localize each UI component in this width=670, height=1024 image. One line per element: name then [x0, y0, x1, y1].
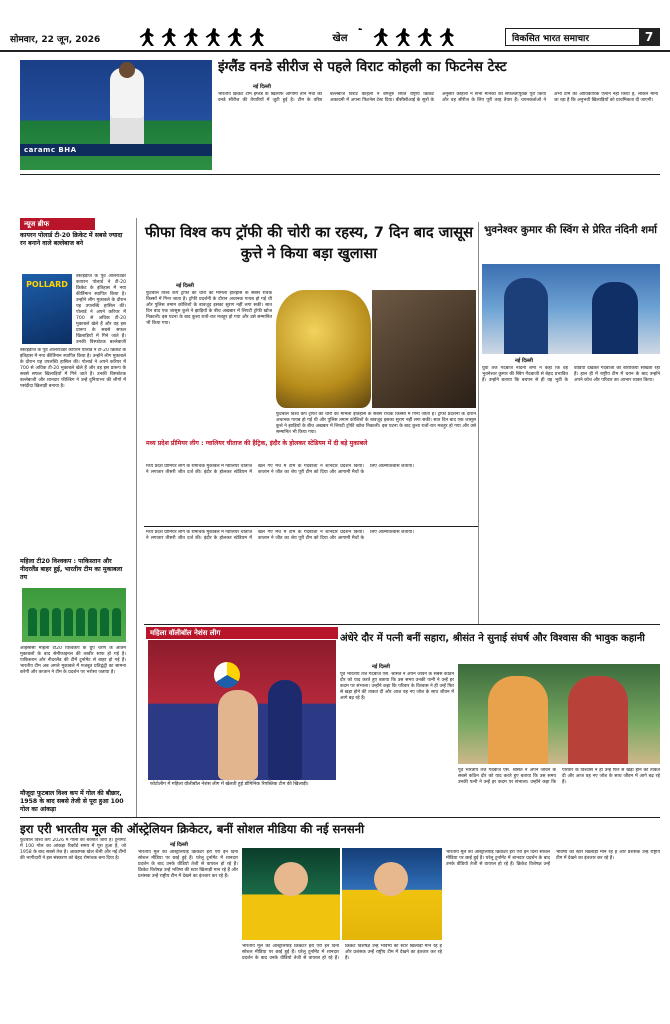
lead-photo [20, 60, 212, 170]
fifa-body: फुटबाल विश्व कप ट्रॉफी की चोरी का मामला इतिहास के सबसे रोचक किस्सों में गिना जाता है। ट्रॉफी प्रदर्शनी के दौरान अचानक गायब हो गई थी और पुलिस तमाम कोशिशों के बावजूद इसका सुराग नहीं लगा सकी। सात दिन बाद एक जासूस कुत्ते ने झाड़ियों के बीच अखबार में लिपटी ट्रॉफी खोज निकाली। इस घटना के बाद कुत्ता रातों-रात मशहूर हो गया और उसे सम्मानित भी किया गया। [146, 291, 272, 326]
cricketer-photo-1 [242, 848, 340, 940]
bhuvi-photo [482, 264, 660, 354]
sreesanth-body-cont: पूर्व भारतीय तेज गेंदबाज एस. श्रीसंत ने अपने जीवन के सबसे कठिन दौर को याद करते हुए बताया कि उस समय उनकी पत्नी ने उन्हें हर कदम पर संभाला। उन्होंने कहा कि परिवार के विश्वास ने ही उन्हें फिर से खड़ा होने की ताकत दी और आज वह नए जोश के साथ जीवन में आगे बढ़ रहे हैं। [458, 768, 660, 785]
section-name: खेल [310, 30, 370, 46]
lead-photo-band: caramc BHA [20, 144, 212, 156]
divider [144, 624, 660, 625]
athlete-silhouette-icon [394, 28, 414, 46]
player-figure [592, 282, 638, 354]
pollard-photo [22, 274, 72, 344]
bhuvi-byline: नई दिल्ली [515, 358, 533, 364]
athlete-silhouette-icon [372, 28, 392, 46]
trophy-photo [276, 290, 371, 408]
person-figure [568, 676, 628, 764]
bottom-body-cont: भारतीय मूल की ऑस्ट्रेलियाई क्रिकेटर इरा एरी इन दिनों सोशल मीडिया पर छाई हुई हैं। घरेलू टूर्नामेंट में शानदार प्रदर्शन के बाद उनके वीडियो तेजी से वायरल हो रहे हैं। क्रिकेट विशेषज्ञ उन्हें भविष्य की स्टार खिलाड़ी मान रहे हैं और प्रशंसक उन्हें राष्ट्रीय टीम में देखने का इंतजार कर रहे हैं। [242, 944, 442, 961]
athlete-silhouette-icon [160, 28, 180, 46]
volleyball-label: महिला वॉलीबॉल नेशंस लीग [146, 627, 338, 639]
bhuvi-headline: भुवनेश्वर कुमार की स्विंग से प्रेरित नंदिनी शर्मा [484, 224, 657, 236]
mppl-body-cont: मध्य प्रदेश प्रीमियर लीग के रोमांचक मुकाबले में ग्वालियर चीताज ने लगातार तीसरी जीत दर्ज की। इंदौर के होलकर स्टेडियम में खेले गए मैच में टीम के गेंदबाजों ने शानदार प्रदर्शन किया। कप्तान ने जीत का श्रेय पूरी टीम को दिया और आगामी मैचों के लिए आत्मविश्वास जताया। [146, 530, 414, 541]
mppl-subheadline: मध्य प्रदेश प्रीमियर लीग : ग्वालियर चीताज की हैट्रिक, इंदौर के होलकर स्टेडियम में दी बड़े मुकाबले [146, 440, 368, 447]
face [374, 862, 408, 896]
cricketer-photo-2 [342, 848, 442, 940]
brief1-headline: कायरन पोलार्ड टी-20 क्रिकेट में सबसे ज्यादा रन बनाने वाले बल्लेबाज बने [20, 232, 123, 247]
divider [20, 174, 660, 175]
lead-body: भारतीय क्रिकेट टीम इंग्लैंड के खिलाफ आगामी तीन मैचों की वनडे सीरीज की तैयारियों में जुटी हुई है। टीम के वरिष्ठ बल्लेबाज विराट कोहली ने बेंगलुरु स्थित राष्ट्रीय क्रिकेट अकादमी में अपना फिटनेस टेस्ट दिया। बीसीसीआई के सूत्रों के अनुसार कोहली ने सभी मानकों को सफलतापूर्वक पूरा किया और वह सीरीज के लिए पूरी तरह तैयार हैं। चयनकर्ताओं ने अभी टीम का आधिकारिक ऐलान नहीं किया है, लेकिन माना जा रहा है कि अनुभवी खिलाड़ियों को प्राथमिकता दी जाएगी। [218, 92, 658, 103]
sports-silhouette-band [138, 26, 468, 48]
brief2-headline: महिला टी20 विश्वकप : पाकिस्तान और नीदरलैंड बाहर हुई, भारतीय टीम का मुकाबला तय [20, 558, 123, 581]
athlete-silhouette-icon [438, 28, 458, 46]
sreesanth-byline: नई दिल्ली [372, 664, 390, 670]
athlete-silhouette-icon [416, 28, 436, 46]
column-divider [478, 222, 479, 624]
bottom-headline: इरा एरी भारतीय मूल की ऑस्ट्रेलियन क्रिकेटर, बनीं सोशल मीडिया की नई सनसनी [20, 822, 365, 836]
athlete-silhouette-icon [226, 28, 246, 46]
team-photo [22, 588, 126, 642]
brief1-body: वेस्टइंडीज के पूर्व ऑलराउंडर कायरन पोलार्ड ने टी-20 क्रिकेट के इतिहास में नया कीर्तिमान स्थापित किया है। उन्होंने लीग मुकाबले के दौरान यह उपलब्धि हासिल की। पोलार्ड ने अपने करियर में 700 से अधिक टी-20 मुकाबले खेले हैं और वह इस प्रारूप के सबसे सफल खिलाड़ियों में गिने जाते हैं। उनकी विस्फोटक बल्लेबाजी और शानदार फील्डिंग ने उन्हें दुनियाभर की लीगों में पसंदीदा खिलाड़ी बनाया है। [20, 348, 126, 389]
divider [144, 526, 478, 527]
bottom-byline: नई दिल्ली [170, 842, 188, 848]
brief1-body-top: वेस्टइंडीज के पूर्व ऑलराउंडर कायरन पोलार्ड ने टी-20 क्रिकेट के इतिहास में नया कीर्तिमान स्थापित किया है। उन्होंने लीग मुकाबले के दौरान यह उपलब्धि हासिल की। पोलार्ड ने अपने करियर में 700 से अधिक टी-20 मुकाबले खेले हैं और वह इस प्रारूप के सबसे सफल खिलाड़ियों में गिने जाते हैं। उनकी विस्फोटक बल्लेबाजी [76, 274, 126, 344]
pollard-photo-text: POLLARD [26, 280, 68, 289]
issue-date: सोमवार, 22 जून, 2026 [10, 35, 101, 45]
brief3-body: फुटबाल विश्व कप 2026 में गोलों की बरसात जारी है। टूर्नामेंट में 100 गोल का आंकड़ा रिकॉर्ड समय में पूरा हुआ है, जो 1958 के बाद सबसे तेज है। आक्रामक खेल शैली और नई टीमों की भागीदारी ने इस संस्करण को बेहद रोमांचक बना दिया है। [20, 838, 126, 861]
dog-photo [372, 290, 476, 408]
lead-headline: इंग्लैंड वनडे सीरीज से पहले विराट कोहली का फिटनेस टेस्ट [218, 59, 507, 75]
volleyball-photo [148, 640, 336, 780]
bhuvi-body: युवा तेज गेंदबाज नंदिनी शर्मा ने कहा कि वह भुवनेश्वर कुमार की स्विंग गेंदबाजी से बेहद प्रभावित हैं। उन्होंने बताया कि बचपन से ही वह भुवी के वीडियो देखकर गेंदबाजी की बारीकियां सीखती रही हैं। हाल ही में राष्ट्रीय टीम में चयन के बाद उन्होंने अपने कोच और परिवार का आभार व्यक्त किया। [482, 366, 660, 383]
athlete-silhouette-icon [204, 28, 224, 46]
player-figure [218, 690, 258, 780]
divider [20, 817, 660, 818]
paper-name: विकसित भारत समाचार [512, 33, 590, 44]
brief2-body: आईसीसी महिला टी20 विश्वकप के ग्रुप चरण के अंतिम मुकाबलों के बाद सेमीफाइनल की तस्वीर साफ हो गई है। पाकिस्तान और नीदरलैंड की टीमें टूर्नामेंट से बाहर हो गई हैं। भारतीय टीम अब अगले मुकाबले में मजबूत प्रतिद्वंद्वी का सामना करेगी और कप्तान ने टीम के प्रदर्शन पर भरोसा जताया है। [20, 646, 126, 675]
sreesanth-photo [458, 664, 660, 764]
face [274, 862, 308, 896]
sreesanth-headline: अंधेरे दौर में पत्नी बनीं सहारा, श्रीसंत ने सुनाई संघर्ष और विश्वास की भावुक कहानी [340, 633, 645, 644]
lead-byline: नई दिल्ली [253, 84, 271, 90]
bottom-body: भारतीय मूल की ऑस्ट्रेलियाई क्रिकेटर इरा एरी इन दिनों सोशल मीडिया पर छाई हुई हैं। घरेलू टूर्नामेंट में शानदार प्रदर्शन के बाद उनके वीडियो तेजी से वायरल हो रहे हैं। क्रिकेट विशेषज्ञ उन्हें भविष्य की स्टार खिलाड़ी मान रहे हैं और प्रशंसक उन्हें राष्ट्रीय टीम में देखने का इंतजार कर रहे हैं। [138, 850, 238, 879]
volleyball-caption: फोटोलीग में महिला वॉलीबॉल नेशंस लीग में खेलती हुई डोमिनिक रिपब्लिक टीम की खिलाड़ी। [150, 782, 309, 787]
athlete-silhouette-icon [138, 28, 158, 46]
person-figure [488, 676, 548, 764]
news-brief-label: न्यूज ब्रीफ [20, 218, 95, 230]
athlete-silhouette-icon [248, 28, 268, 46]
cricketer-figure [110, 68, 144, 148]
masthead [0, 0, 670, 52]
sreesanth-body: पूर्व भारतीय तेज गेंदबाज एस. श्रीसंत ने अपने जीवन के सबसे कठिन दौर को याद करते हुए बताया कि उस समय उनकी पत्नी ने उन्हें हर कदम पर संभाला। उन्होंने कहा कि परिवार के विश्वास ने ही उन्हें फिर से खड़ा होने की ताकत दी और आज वह नए जोश के साथ जीवन में आगे बढ़ रहे हैं। [340, 672, 454, 701]
volleyball-icon [214, 662, 240, 688]
athlete-silhouette-icon [182, 28, 202, 46]
bottom-body-right: भारतीय मूल की ऑस्ट्रेलियाई क्रिकेटर इरा एरी इन दिनों सोशल मीडिया पर छाई हुई हैं। घरेलू टूर्नामेंट में शानदार प्रदर्शन के बाद उनके वीडियो तेजी से वायरल हो रहे हैं। क्रिकेट विशेषज्ञ उन्हें भविष्य की स्टार खिलाड़ी मान रहे हैं और प्रशंसक उन्हें राष्ट्रीय टीम में देखने का इंतजार कर रहे हैं। [446, 850, 660, 867]
player-figure [268, 680, 302, 780]
page-number: 7 [639, 29, 659, 45]
brief3-headline: मौजूदा फुटबाल विश्व कप में गोल की बौछार, 1958 के बाद सबसे तेजी से पूरा हुआ 100 गोल का आंकड़ा [20, 790, 124, 813]
fifa-byline: नई दिल्ली [176, 283, 194, 289]
column-divider [136, 218, 137, 818]
paper-name-box [505, 28, 660, 46]
fifa-body-cont: फुटबाल विश्व कप ट्रॉफी की चोरी का मामला इतिहास के सबसे रोचक किस्सों में गिना जाता है। ट्रॉफी प्रदर्शनी के दौरान अचानक गायब हो गई थी और पुलिस तमाम कोशिशों के बावजूद इसका सुराग नहीं लगा सकी। सात दिन बाद एक जासूस कुत्ते ने झाड़ियों के बीच अखबार में लिपटी ट्रॉफी खोज निकाली। इस घटना के बाद कुत्ता रातों-रात मशहूर हो गया और उसे सम्मानित भी किया गया। [276, 412, 476, 435]
mppl-body: मध्य प्रदेश प्रीमियर लीग के रोमांचक मुकाबले में ग्वालियर चीताज ने लगातार तीसरी जीत दर्ज की। इंदौर के होलकर स्टेडियम में खेले गए मैच में टीम के गेंदबाजों ने शानदार प्रदर्शन किया। कप्तान ने जीत का श्रेय पूरी टीम को दिया और आगामी मैचों के लिए आत्मविश्वास जताया। [146, 464, 414, 475]
player-figure [504, 278, 548, 354]
fifa-headline: फीफा विश्व कप ट्रॉफी की चोरी का रहस्य, 7 दिन बाद जासूस कुत्ते ने किया बड़ा खुलासा [145, 224, 473, 262]
